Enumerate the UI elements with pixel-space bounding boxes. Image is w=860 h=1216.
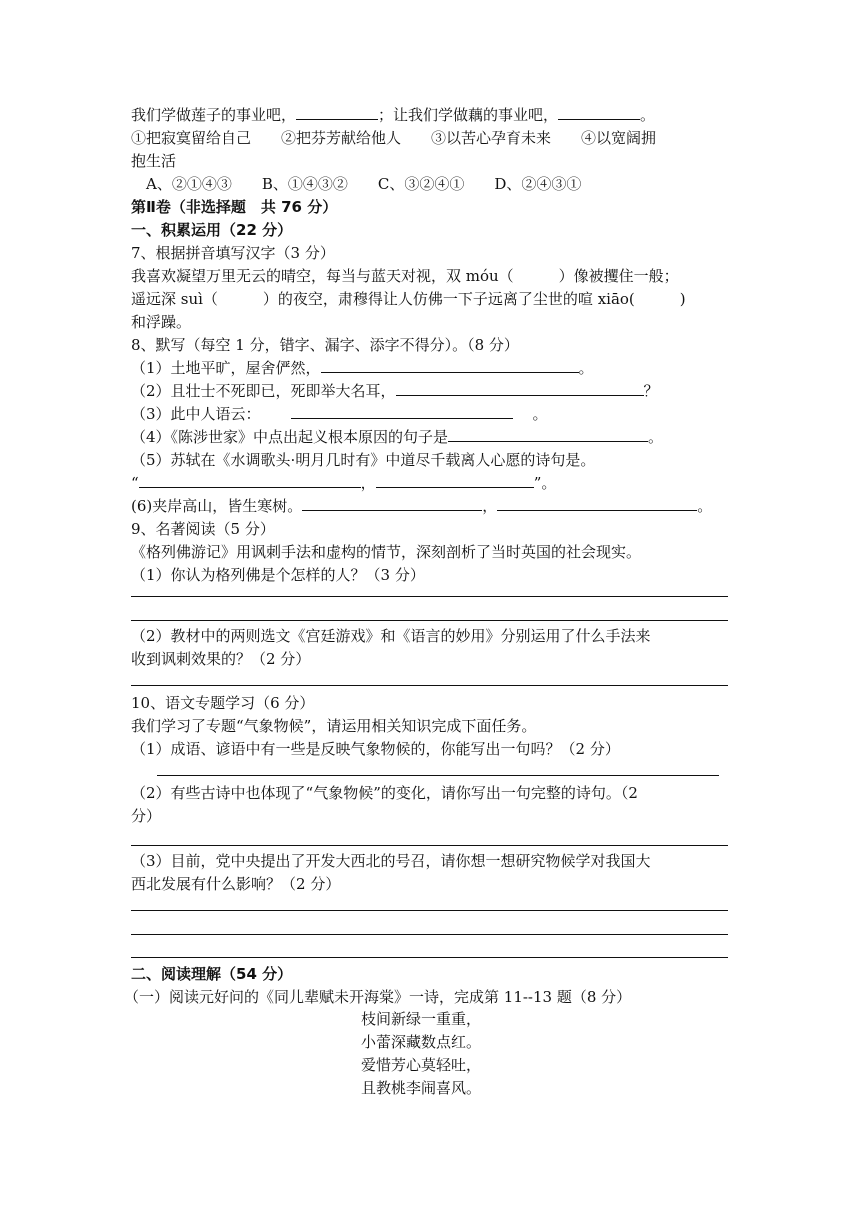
answer-blank[interactable] <box>291 404 513 419</box>
q7-title: 7、根据拼音填写汉字（3 分） <box>131 244 335 262</box>
poem-line: 爱惜芳心莫轻吐， <box>361 1056 482 1074</box>
q10-sub3-line1: （3）目前，党中央提出了开发大西北的号召，请你想一想研究物候学对我国大 <box>131 852 651 870</box>
answer-blank[interactable] <box>558 105 640 120</box>
q8-item5-answer: “ ， ”。 <box>131 474 557 492</box>
answer-blank[interactable] <box>321 358 579 373</box>
part2-title: 第Ⅱ卷（非选择题 共 76 分） <box>131 198 338 216</box>
answer-blank[interactable] <box>497 496 697 511</box>
q7-line2: 遥远深 suì（ ）的夜空，肃穆得让人仿佛一下子远离了尘世的喧 xiāo( ) <box>131 290 686 308</box>
q10-sub3-line2: 西北发展有什么影响？（2 分） <box>131 875 341 893</box>
q9-sub2-line2: 收到讽刺效果的？（2 分） <box>131 650 311 668</box>
q8-item1: （1）土地平旷，屋舍俨然， 。 <box>131 359 594 377</box>
q10-sub2-line2: 分） <box>131 807 162 825</box>
answer-line[interactable] <box>131 685 728 686</box>
poem-line: 小蕾深藏数点红。 <box>361 1033 482 1051</box>
answer-blank[interactable] <box>376 473 534 488</box>
answer-blank[interactable] <box>139 473 361 488</box>
q9-title: 9、名著阅读（5 分） <box>131 520 275 538</box>
section2-intro: （一）阅读元好问的《同儿辈赋未开海棠》一诗，完成第 11--13 题（8 分） <box>124 988 632 1006</box>
answer-line[interactable] <box>131 910 728 911</box>
q9-sub2-line1: （2）教材中的两则选文《宫廷游戏》和《语言的妙用》分别运用了什么手法来 <box>131 627 651 645</box>
q9-intro: 《格列佛游记》用讽刺手法和虚构的情节，深刻剖析了当时英国的社会现实。 <box>131 543 642 561</box>
poem-line: 枝间新绿一重重， <box>361 1010 482 1028</box>
q8-title: 8、默写（每空 1 分，错字、漏字、添字不得分）。（8 分） <box>131 336 519 354</box>
answer-line[interactable] <box>131 620 728 621</box>
answer-line[interactable] <box>131 934 728 935</box>
q8-item4: （4）《陈涉世家》中点出起义根本原因的句子是 。 <box>131 428 664 446</box>
q8-item6: (6)夹岸高山，皆生寒树。 ， 。 <box>131 497 713 515</box>
q7-line3: 和浮躁。 <box>131 313 192 331</box>
q10-title: 10、语文专题学习（6 分） <box>131 694 315 712</box>
q7-line1: 我喜欢凝望万里无云的晴空，每当与蓝天对视，双 móu（ ）像被攫住一般； <box>131 267 679 285</box>
lotus-question-stem: 我们学做莲子的事业吧， ；让我们学做藕的事业吧， 。 <box>131 106 656 124</box>
poem-line: 且教桃李闹喜风。 <box>361 1079 482 1097</box>
section1-title: 一、积累运用（22 分） <box>131 221 293 239</box>
answer-line[interactable] <box>157 775 719 776</box>
q10-sub1: （1）成语、谚语中有一些是反映气象物候的，你能写出一句吗？（2 分） <box>131 740 620 758</box>
answer-line[interactable] <box>131 845 728 846</box>
answer-blank[interactable] <box>302 496 482 511</box>
q8-item5: （5）苏轼在《水调歌头·明月几时有》中道尽千载离人心愿的诗句是。 <box>131 451 596 469</box>
lotus-options-line1: ①把寂寞留给自己 ②把芬芳献给他人 ③以苦心孕育未来 ④以宽阔拥 <box>131 129 657 147</box>
q8-item3: （3）此中人语云： 。 <box>131 405 548 423</box>
lotus-choices: A、②①④③ B、①④③② C、③②④① D、②④③① <box>131 175 582 193</box>
answer-line[interactable] <box>131 596 728 597</box>
q10-intro: 我们学习了专题“气象物候”，请运用相关知识完成下面任务。 <box>131 717 537 735</box>
answer-blank[interactable] <box>396 381 644 396</box>
answer-blank[interactable] <box>296 105 378 120</box>
answer-line[interactable] <box>131 957 728 958</box>
q10-sub2-line1: （2）有些古诗中也体现了“气象物候”的变化，请你写出一句完整的诗句。（2 <box>131 784 638 802</box>
q8-item2: （2）且壮士不死即已，死即举大名耳， ？ <box>131 382 659 400</box>
q9-sub1: （1）你认为格列佛是个怎样的人？（3 分） <box>131 566 425 584</box>
answer-blank[interactable] <box>448 427 648 442</box>
section2-title: 二、阅读理解（54 分） <box>131 965 293 983</box>
lotus-options-line2: 抱生活 <box>131 152 177 170</box>
